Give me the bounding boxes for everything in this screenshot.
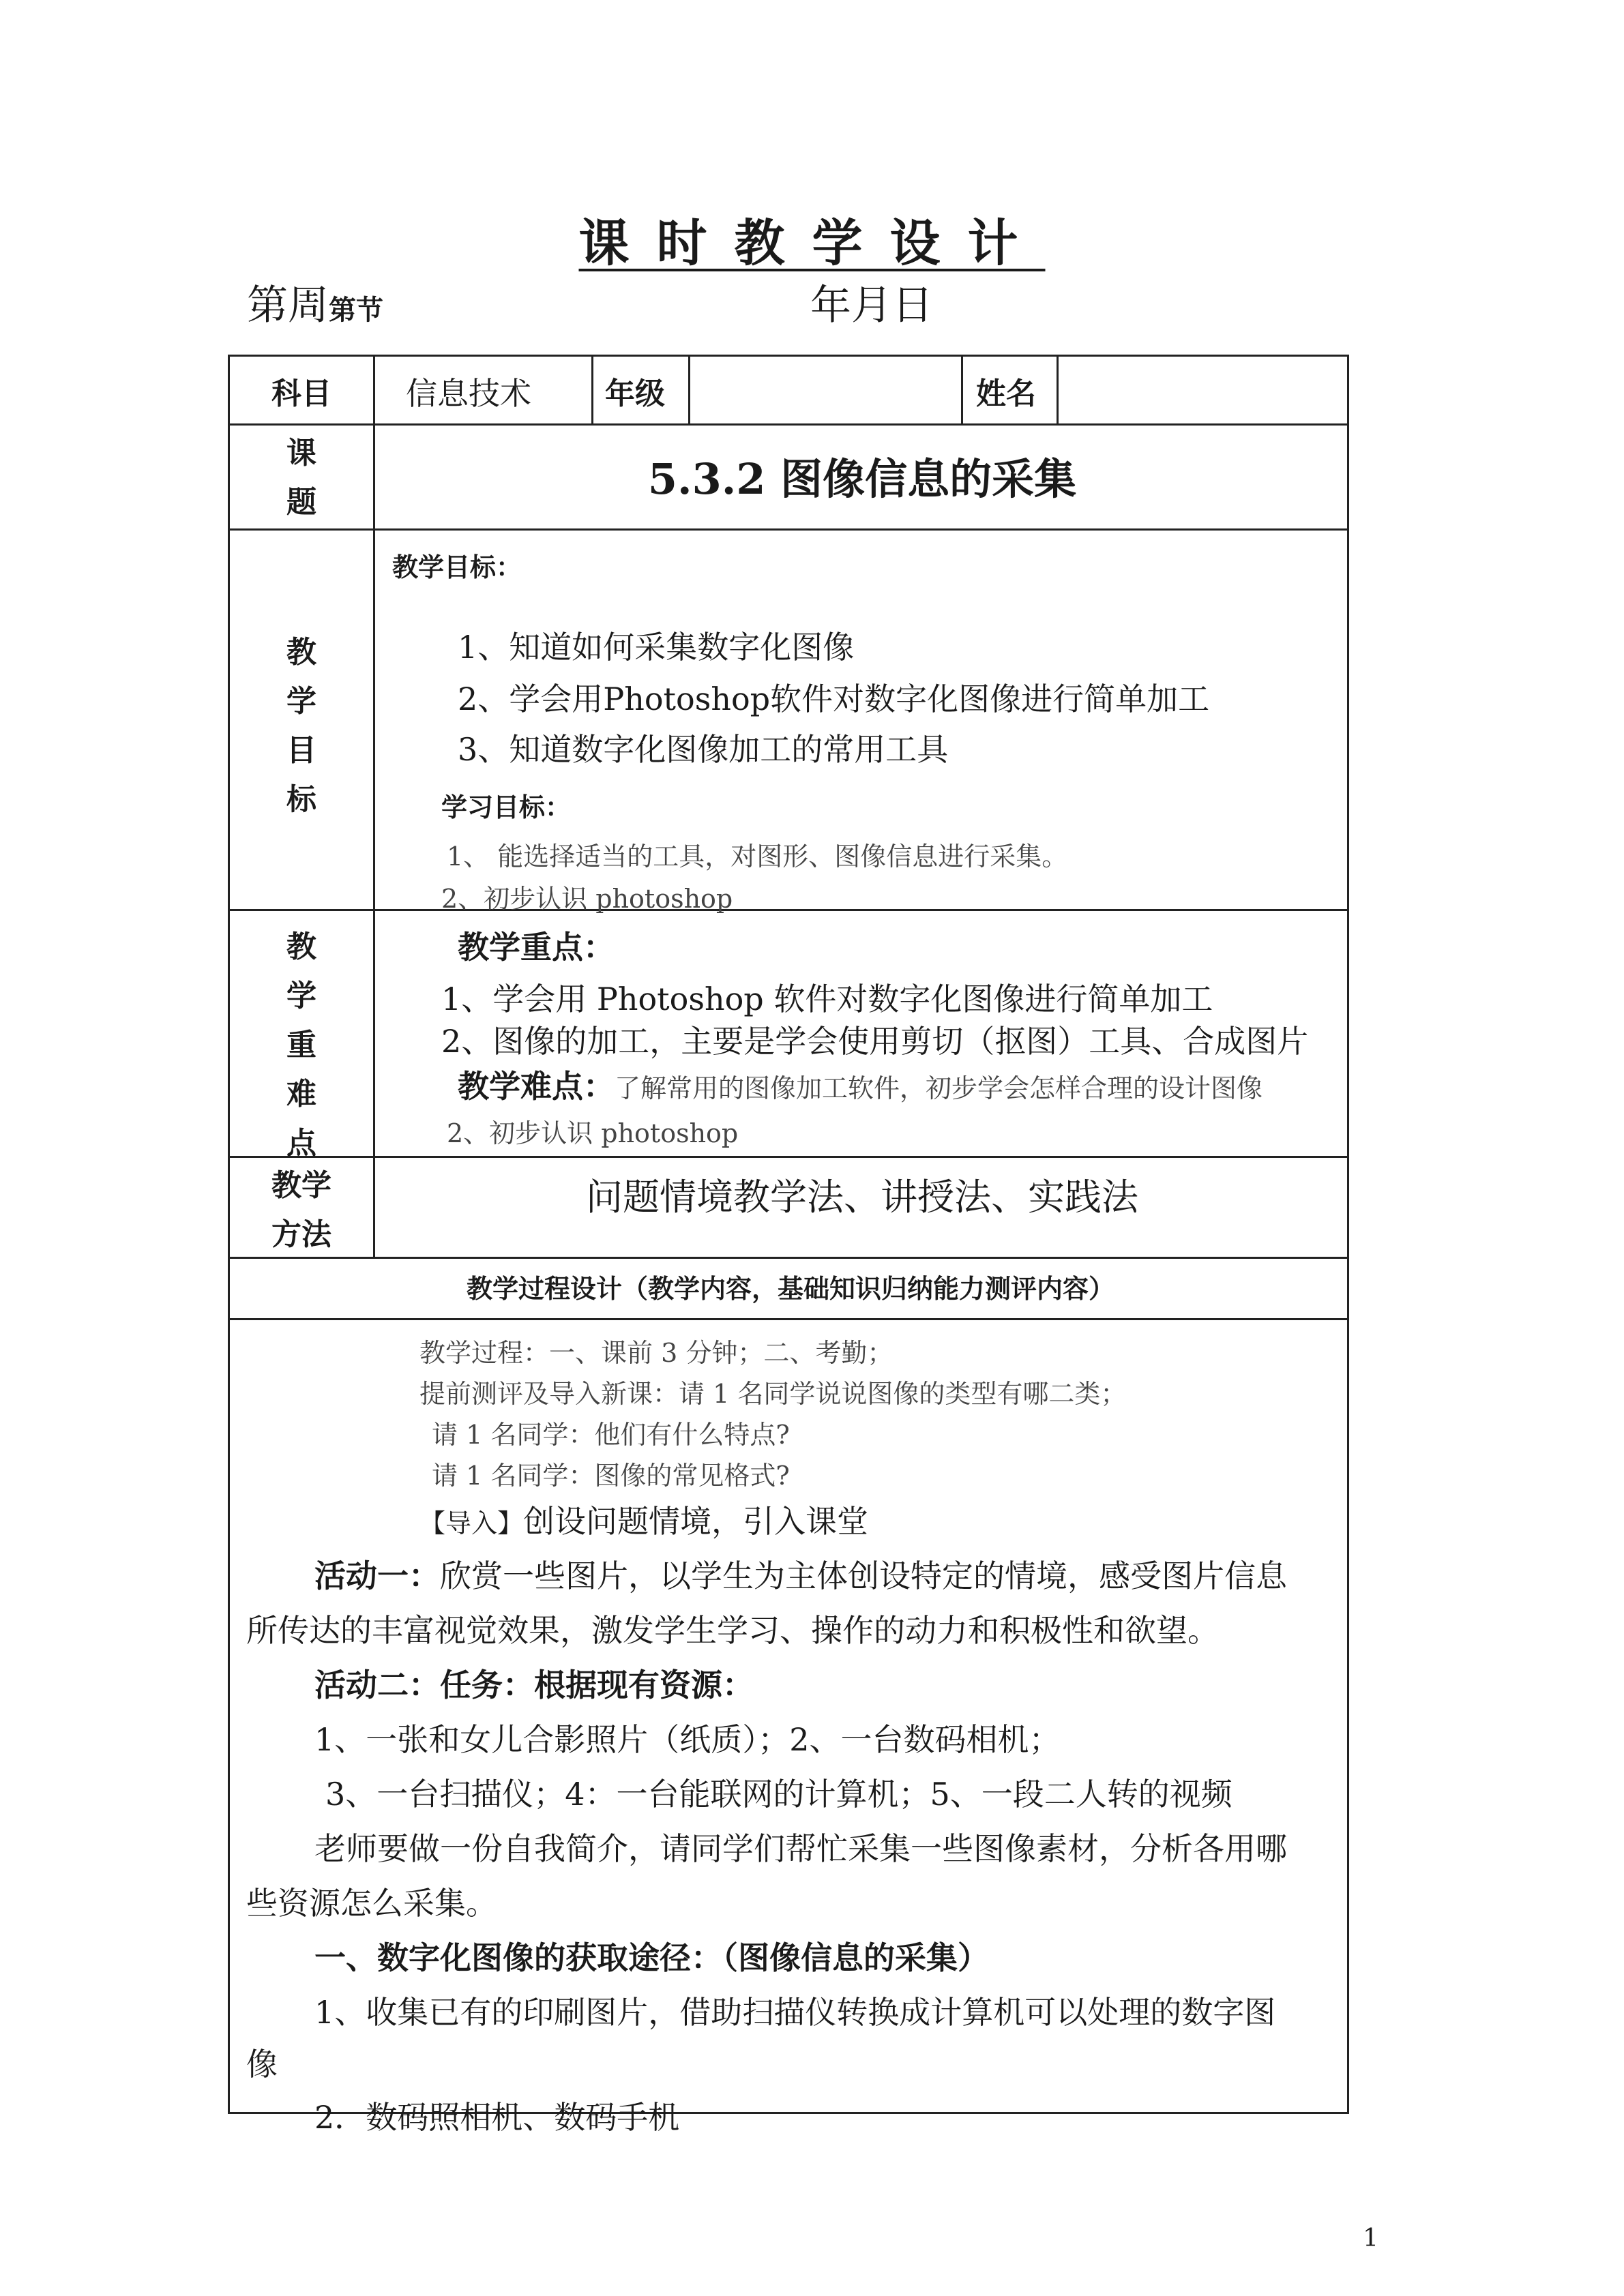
import-line xyxy=(419,1497,868,1542)
teaching-objective-item: 1、知道如何采集数字化图像 xyxy=(458,629,855,666)
name-label: 姓名 xyxy=(976,376,1036,411)
subject-value: 信息技术 xyxy=(406,375,531,412)
week-prefix: 第周 xyxy=(247,282,329,329)
row-divider xyxy=(230,1318,1347,1320)
learning-objectives-heading: 学习目标： xyxy=(441,792,572,822)
key-points-label-char: 点 xyxy=(286,1126,316,1161)
teaching-objective-item: 2、学会用Photoshop软件对数字化图像进行简单加工 xyxy=(458,681,1210,717)
column-divider xyxy=(688,357,690,423)
process-intro-line: 教学过程：一、课前 3 分钟；二、考勤； xyxy=(419,1338,894,1368)
acquisition-way-line: 1、收集已有的印刷图片，借助扫描仪转换成计算机可以处理的数字图 xyxy=(314,1994,1276,2031)
teacher-request-line: 老师要做一份自我简介，请同学们帮忙采集一些图像素材，分析各用哪 xyxy=(314,1830,1287,1867)
date-line: 年月日 xyxy=(810,282,933,329)
objectives-label-char: 目 xyxy=(286,733,316,768)
activity1-text: 欣赏一些图片，以学生为主体创设特定的情境，感受图片信息 xyxy=(440,1557,1287,1594)
difficult-point-item: 2、初步认识 photoshop xyxy=(447,1118,739,1148)
key-points-label-char: 重 xyxy=(286,1028,316,1062)
process-intro-line: 提前测评及导入新课：请 1 名同学说说图像的类型有哪二类； xyxy=(419,1379,1127,1409)
process-intro-line: 请 1 名同学：他们有什么特点? xyxy=(432,1420,790,1450)
document-title: 课时教学设计 xyxy=(578,214,1046,273)
topic-label-char: 课 xyxy=(286,436,316,471)
column-divider xyxy=(1057,357,1059,423)
teaching-objective-item: 3、知道数字化图像加工的常用工具 xyxy=(458,731,949,768)
process-intro-line: 请 1 名同学：图像的常见格式? xyxy=(432,1461,790,1491)
activity1-continuation: 所传达的丰富视觉效果，激发学生学习、操作的动力和积极性和欲望。 xyxy=(246,1612,1219,1649)
row-divider xyxy=(230,528,1347,531)
difficult-points-line xyxy=(458,1062,1263,1107)
resource-line: 3、一台扫描仪；4：一台能联网的计算机；5、一段二人转的视频 xyxy=(325,1776,1232,1813)
teacher-request-continuation: 些资源怎么采集。 xyxy=(246,1885,497,1922)
topic-value: 5.3.2 图像信息的采集 xyxy=(647,454,1077,504)
import-text: 创设问题情境，引入课堂 xyxy=(523,1503,869,1540)
teaching-objectives-heading: 教学目标： xyxy=(392,552,522,582)
row-divider xyxy=(230,1257,1347,1259)
week-suffix: 第节 xyxy=(329,294,383,326)
grade-label: 年级 xyxy=(605,376,665,411)
objectives-label-char: 学 xyxy=(286,684,316,719)
lesson-table xyxy=(228,355,1349,2136)
method-label-line: 教学 xyxy=(271,1168,331,1203)
process-heading: 教学过程设计（教学内容，基础知识归纳能力测评内容） xyxy=(466,1273,1114,1304)
difficult-points-text: 了解常用的图像加工软件，初步学会怎样合理的设计图像 xyxy=(615,1073,1263,1103)
resource-line: 1、一张和女儿合影照片（纸质）；2、一台数码相机； xyxy=(314,1721,1061,1758)
column-divider xyxy=(591,357,593,423)
acquisition-way-continuation: 像 xyxy=(246,2046,278,2083)
method-label-line: 方法 xyxy=(271,1217,331,1252)
key-points-label-char: 教 xyxy=(286,929,316,964)
section1-heading: 一、数字化图像的获取途径：（图像信息的采集） xyxy=(314,1939,989,1976)
week-line xyxy=(247,273,383,331)
method-value: 问题情境教学法、讲授法、实践法 xyxy=(586,1176,1138,1219)
activity2-heading: 活动二：任务：根据现有资源： xyxy=(314,1667,754,1703)
activity1-line xyxy=(314,1551,1287,1596)
difficult-points-heading: 教学难点： xyxy=(458,1068,615,1105)
import-bracket: 【导入】 xyxy=(419,1508,524,1538)
subject-label: 科目 xyxy=(271,376,331,411)
page-number: 1 xyxy=(1363,2224,1378,2252)
key-points-label-char: 难 xyxy=(286,1077,316,1112)
key-points-label xyxy=(230,923,373,1168)
method-label xyxy=(230,1161,373,1259)
row-divider xyxy=(230,1156,1347,1158)
objectives-label xyxy=(230,628,373,824)
topic-label xyxy=(230,429,373,527)
objectives-label-char: 教 xyxy=(286,635,316,670)
key-points-label-char: 学 xyxy=(286,979,316,1013)
topic-label-char: 题 xyxy=(286,485,316,520)
row-divider xyxy=(230,423,1347,426)
key-point-item: 1、学会用 Photoshop 软件对数字化图像进行简单加工 xyxy=(441,981,1213,1017)
row-divider xyxy=(230,909,1347,911)
activity1-label: 活动一： xyxy=(314,1557,440,1594)
key-points-heading: 教学重点： xyxy=(458,929,615,966)
column-divider xyxy=(961,357,963,423)
objectives-label-char: 标 xyxy=(286,782,316,817)
acquisition-way-line: 2．数码照相机、数码手机 xyxy=(314,2099,680,2136)
key-point-item: 2、图像的加工，主要是学会使用剪切（抠图）工具、合成图片 xyxy=(441,1023,1309,1060)
learning-objective-item: 1、 能选择适当的工具，对图形、图像信息进行采集。 xyxy=(447,841,1068,871)
learning-objective-item: 2、初步认识 photoshop xyxy=(441,884,733,914)
